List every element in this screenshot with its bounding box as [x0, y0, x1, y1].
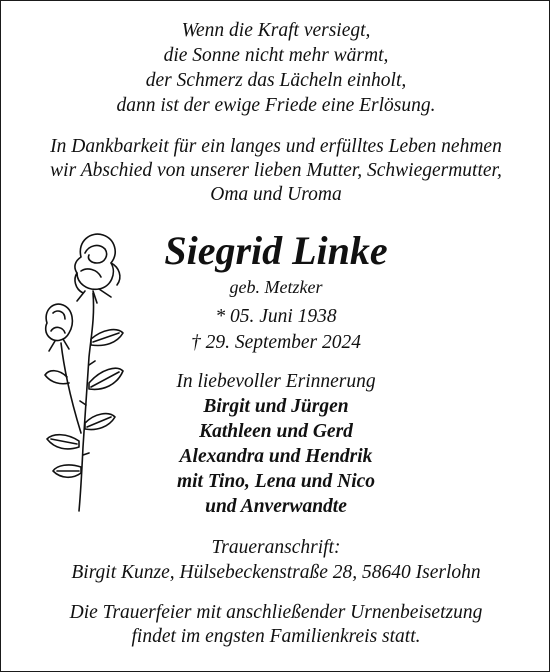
deceased-name: Siegrid Linke [164, 228, 388, 273]
ceremony-line: Die Trauerfeier mit anschließender Urnenbeisetzung [69, 602, 483, 623]
address-value: Birgit Kunze, Hülsebeckenstraße 28, 58640 Iserlohn [71, 562, 481, 583]
poem-line: dann ist der ewige Friede eine Erlösung. [116, 95, 436, 116]
death-date: † 29. September 2024 [190, 332, 362, 353]
mourner-line: mit Tino, Lena und Nico [176, 471, 376, 492]
poem-line: der Schmerz das Lächeln einholt, [145, 70, 407, 91]
birth-date: * 05. Juni 1938 [215, 306, 337, 327]
ceremony-line: findet im engsten Familienkreis statt. [131, 626, 421, 647]
memory-line: In liebevoller Erinnerung [176, 371, 376, 392]
mourner-line: Birgit und Jürgen [203, 396, 349, 417]
poem-line: Wenn die Kraft versiegt, [181, 20, 371, 41]
mourner-line: Kathleen und Gerd [199, 421, 353, 442]
maiden-name: geb. Metzker [229, 277, 323, 297]
poem-line: die Sonne nicht mehr wärmt, [163, 45, 389, 66]
mourner-line: und Anverwandte [205, 496, 347, 517]
mourner-line: Alexandra und Hendrik [179, 446, 373, 467]
address-label: Traueranschrift: [211, 537, 341, 558]
intro-line: In Dankbarkeit für ein langes und erfülltes Leben nehmen [50, 136, 502, 157]
intro-line: Oma und Uroma [210, 184, 342, 205]
intro-line: wir Abschied von unserer lieben Mutter, Schwiegermutter, [50, 160, 502, 181]
